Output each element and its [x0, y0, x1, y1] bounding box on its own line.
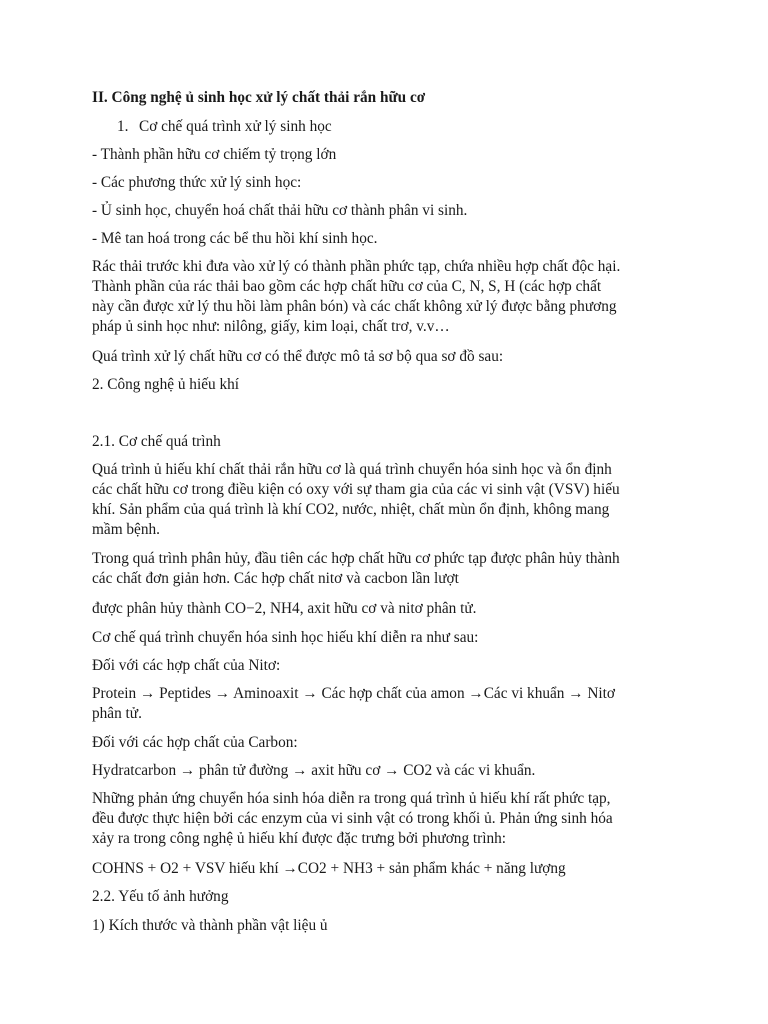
paragraph-aerobic-process [92, 460, 682, 540]
paragraph-line: Rác thải trước khi đưa vào xử lý có thành phần phức tạp, chứa nhiều hợp chất độc hại. [92, 258, 621, 275]
paragraph-line: xảy ra trong công nghệ ủ hiếu khí được đặc trưng bởi phương trình: [92, 830, 507, 847]
paragraph-line: Protein → Peptides → Aminoaxit → Các hợp chất của amon →Các vi khuẩn → Nitơ [92, 685, 616, 702]
section-2-2-title: 2.2. Yếu tố ảnh hưởng [92, 888, 229, 905]
list-item-text: Cơ chế quá trình xử lý sinh học [139, 118, 332, 135]
paragraph-line: phân tử. [92, 705, 142, 722]
paragraph-mechanism-intro: Cơ chế quá trình chuyển hóa sinh học hiếu khí diễn ra như sau: [92, 629, 479, 646]
paragraph-nitrogen-heading: Đối với các hợp chất của Nitơ: [92, 657, 281, 674]
bullet-line-2: - Các phương thức xử lý sinh học: [92, 174, 302, 191]
paragraph-line: Quá trình ủ hiếu khí chất thải rắn hữu cơ là quá trình chuyển hóa sinh học và ổn định [92, 461, 612, 478]
paragraph-line: các chất hữu cơ trong điều kiện có oxy với sự tham gia của các vi sinh vật (VSV) hiếu [92, 481, 620, 498]
section-heading: II. Công nghệ ủ sinh học xử lý chất thải rắn hữu cơ [92, 89, 426, 106]
paragraph-waste-composition [92, 257, 682, 337]
paragraph-line: Thành phần của rác thải bao gồm các hợp chất hữu cơ của C, N, S, H (các hợp chất [92, 278, 602, 295]
bullet-line-4: - Mê tan hoá trong các bể thu hồi khí sinh học. [92, 230, 378, 247]
paragraph-biochemical-reactions [92, 789, 682, 849]
paragraph-line: này cần được xử lý thu hồi làm phân bón) và các chất không xử lý được bằng phương [92, 298, 617, 315]
paragraph-line: mầm bệnh. [92, 521, 160, 538]
paragraph-carbon-chain: Hydratcarbon → phân tử đường → axit hữu cơ → CO2 và các vi khuẩn. [92, 762, 536, 779]
list-item-number: 1. [117, 118, 129, 135]
list-item-1 [117, 117, 707, 137]
reaction-equation: COHNS + O2 + VSV hiếu khí →CO2 + NH3 + sản phẩm khác + năng lượng [92, 860, 566, 877]
paragraph-decomposition-products: được phân hủy thành CO−2, NH4, axit hữu cơ và nitơ phân tử. [92, 600, 477, 617]
paragraph-line: các chất đơn giản hơn. Các hợp chất nitơ và cacbon lần lượt [92, 570, 459, 587]
section-2-1-title: 2.1. Cơ chế quá trình [92, 433, 221, 450]
section-2-title: 2. Công nghệ ủ hiếu khí [92, 376, 240, 393]
paragraph-decomposition [92, 549, 682, 589]
bullet-line-3: - Ủ sinh học, chuyển hoá chất thải hữu cơ thành phân vi sinh. [92, 202, 468, 219]
paragraph-line: Những phản ứng chuyển hóa sinh hóa diễn ra trong quá trình ủ hiếu khí rất phức tạp, [92, 790, 611, 807]
paragraph-line: Trong quá trình phân hủy, đầu tiên các hợp chất hữu cơ phức tạp được phân hủy thành [92, 550, 620, 567]
paragraph-diagram-intro: Quá trình xử lý chất hữu cơ có thể được mô tả sơ bộ qua sơ đồ sau: [92, 348, 504, 365]
paragraph-line: đều được thực hiện bởi các enzym của vi sinh vật có trong khối ủ. Phản ứng sinh hóa [92, 810, 613, 827]
paragraph-line: khí. Sản phẩm của quá trình là khí CO2, nước, nhiệt, chất mùn ổn định, không mang [92, 501, 610, 518]
paragraph-factor-1: 1) Kích thước và thành phần vật liệu ủ [92, 917, 328, 934]
paragraph-nitrogen-chain [92, 684, 682, 724]
paragraph-carbon-heading: Đối với các hợp chất của Carbon: [92, 734, 298, 751]
paragraph-line: pháp ủ sinh học như: nilông, giấy, kim loại, chất trơ, v.v… [92, 318, 450, 335]
bullet-line-1: - Thành phần hữu cơ chiếm tỷ trọng lớn [92, 146, 337, 163]
